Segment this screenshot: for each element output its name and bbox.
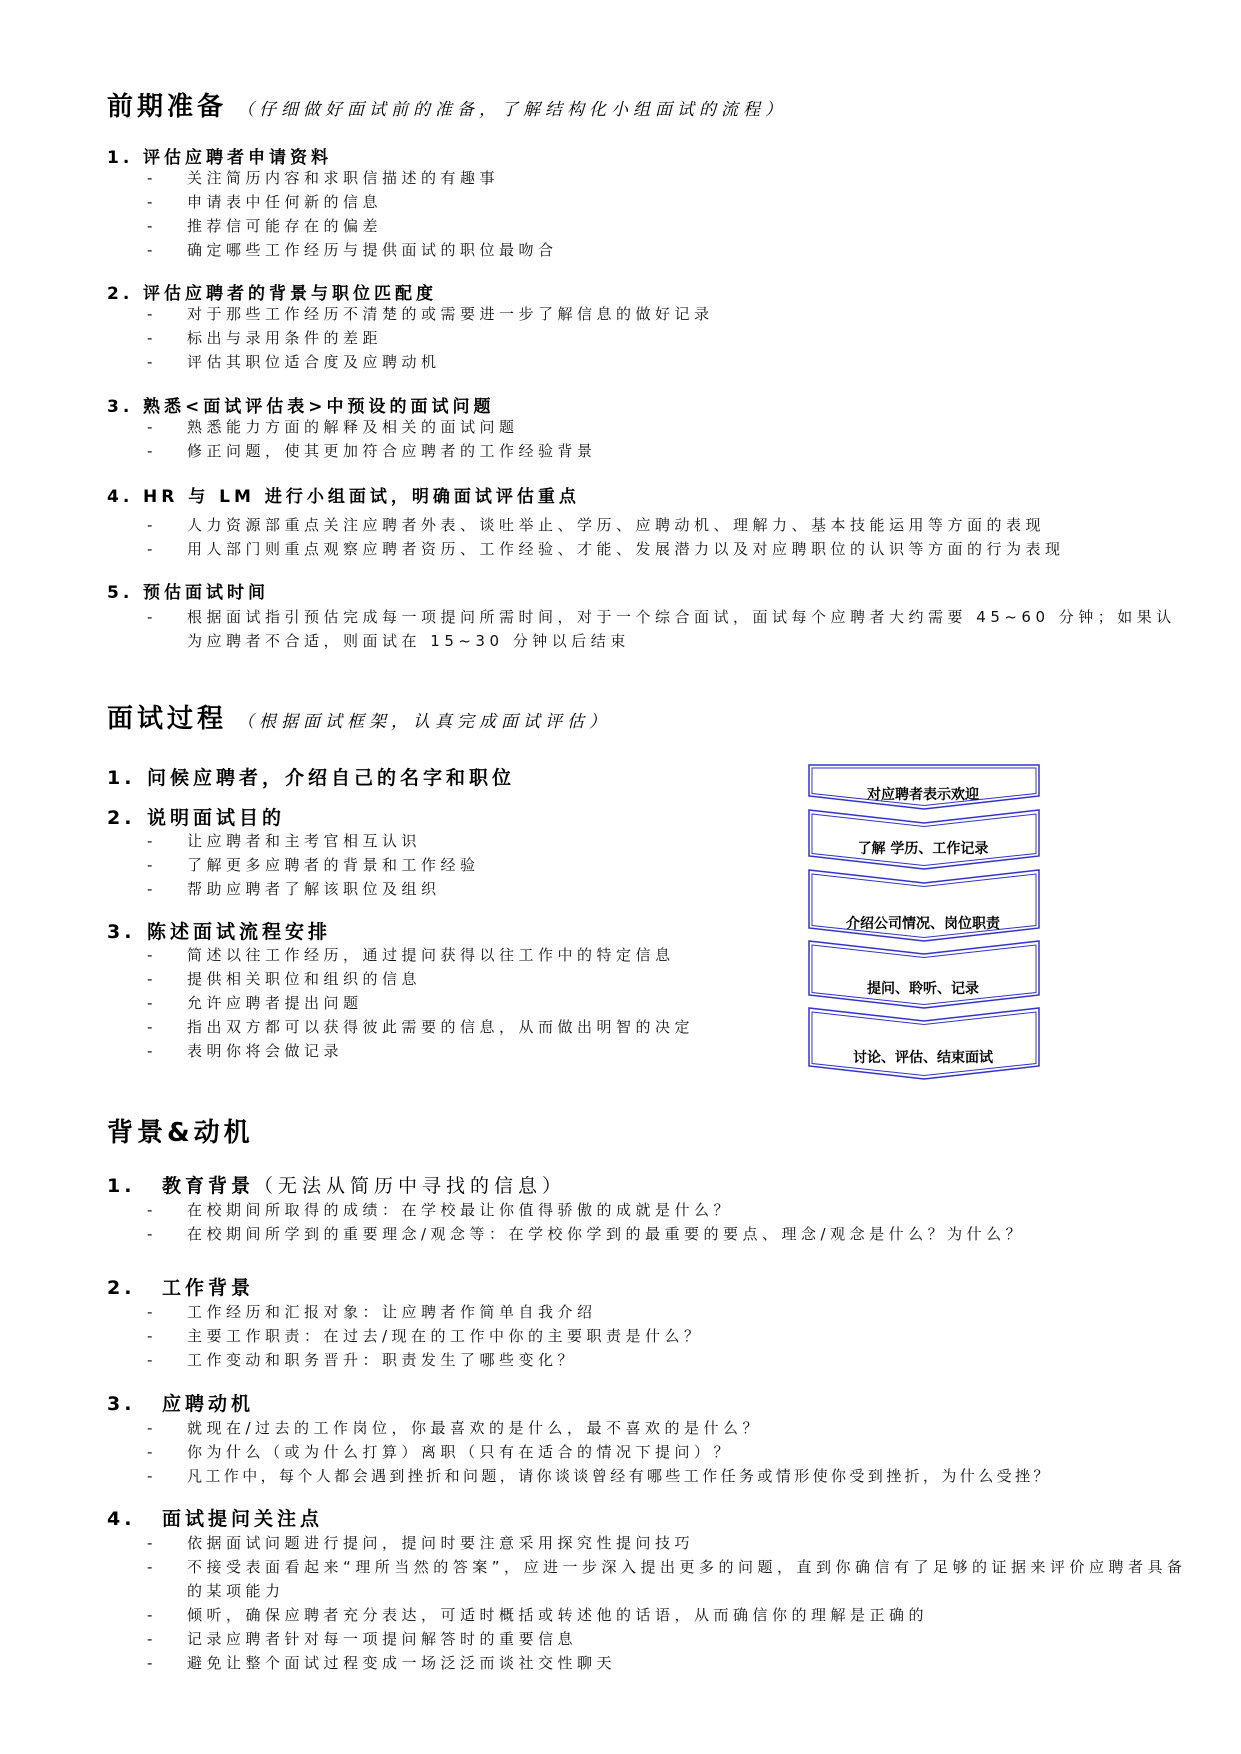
bullet-list <box>147 943 694 1063</box>
list-item: - 依据面试问题进行提问，提问时要注意采用探究性提问技巧 <box>147 1531 1187 1555</box>
list-item: - 允许应聘者提出问题 <box>147 991 694 1015</box>
list-item: - 评估其职位适合度及应聘动机 <box>147 350 714 374</box>
list-item: - 关注简历内容和求职信描述的有趣事 <box>147 166 558 190</box>
list-item: - 简述以往工作经历，通过提问获得以往工作中的特定信息 <box>147 943 694 967</box>
item-heading: 1. 问候应聘者，介绍自己的名字和职位 <box>107 767 516 789</box>
section-heading-background <box>107 1112 254 1149</box>
list-item: - 帮助应聘者了解该职位及组织 <box>147 877 480 901</box>
list-item: - 倾听，确保应聘者充分表达，可适时概括或转述他的话语，从而确信你的理解是正确的 <box>147 1603 1187 1627</box>
bullet-list <box>147 513 1065 561</box>
item-heading: 3. 熟悉<面试评估表>中预设的面试问题 <box>107 397 495 417</box>
item-heading: 2. 评估应聘者的背景与职位匹配度 <box>107 284 437 304</box>
list-item: - 对于那些工作经历不清楚的或需要进一步了解信息的做好记录 <box>147 302 714 326</box>
section-title: 背景&动机 <box>107 1118 254 1148</box>
flow-step-label: 讨论、评估、结束面试 <box>853 1050 993 1066</box>
flow-step <box>808 809 1038 870</box>
list-item: - 熟悉能力方面的解释及相关的面试问题 <box>147 415 597 439</box>
list-item: - 根据面试指引预估完成每一项提问所需时间，对于一个综合面试，面试每个应聘者大约需要 45~60 分钟；如果认为应聘者不合适，则面试在 15~30 分钟以后结束 <box>147 605 1187 653</box>
list-item: - 在校期间所取得的成绩：在学校最让你值得骄傲的成就是什么？ <box>147 1198 1025 1222</box>
item-heading: 3. 陈述面试流程安排 <box>107 921 332 943</box>
section-subtitle: （根据面试框架，认真完成面试评估） <box>237 712 612 732</box>
list-item: - 确定哪些工作经历与提供面试的职位最吻合 <box>147 238 558 262</box>
list-item: - 表明你将会做记录 <box>147 1039 694 1063</box>
list-item: - 人力资源部重点关注应聘者外表、谈吐举止、学历、应聘动机、理解力、基本技能运用等方面的表现 <box>147 513 1065 537</box>
bullet-list <box>147 1531 1187 1675</box>
flow-step <box>808 764 1038 810</box>
list-item: - 工作变动和职务晋升：职责发生了哪些变化？ <box>147 1348 704 1372</box>
item-heading: 1. 评估应聘者申请资料 <box>107 148 332 168</box>
item-heading: 4. 面试提问关注点 <box>107 1508 324 1530</box>
list-item: - 标出与录用条件的差距 <box>147 326 714 350</box>
list-item: - 记录应聘者针对每一项提问解答时的重要信息 <box>147 1627 1187 1651</box>
flow-step <box>808 940 1038 1009</box>
flow-step-label: 介绍公司情况、岗位职责 <box>846 916 1000 932</box>
list-item: - 修正问题，使其更加符合应聘者的工作经验背景 <box>147 439 597 463</box>
list-item: - 主要工作职责：在过去/现在的工作中你的主要职责是什么？ <box>147 1324 704 1348</box>
list-item: - 就现在/过去的工作岗位，你最喜欢的是什么，最不喜欢的是什么？ <box>147 1416 1052 1440</box>
list-item: - 让应聘者和主考官相互认识 <box>147 829 480 853</box>
section-subtitle: （仔细做好面试前的准备，了解结构化小组面试的流程） <box>237 100 788 120</box>
bullet-list <box>147 829 480 901</box>
section-heading-process <box>107 698 611 735</box>
bullet-list <box>147 302 714 374</box>
bullet-list <box>147 1198 1025 1246</box>
section-title: 前期准备 <box>107 92 228 122</box>
list-item: - 凡工作中，每个人都会遇到挫折和问题，请你谈谈曾经有哪些工作任务或情形使你受到挫折，为什么受挫？ <box>147 1464 1052 1488</box>
list-item: - 指出双方都可以获得彼此需要的信息，从而做出明智的决定 <box>147 1015 694 1039</box>
bullet-list <box>147 1416 1052 1488</box>
list-item: - 提供相关职位和组织的信息 <box>147 967 694 991</box>
flow-step-label: 了解 学历、工作记录 <box>857 841 989 857</box>
list-item: - 用人部门则重点观察应聘者资历、工作经验、才能、发展潜力以及对应聘职位的认识等方面的行为表现 <box>147 537 1065 561</box>
item-heading: 3. 应聘动机 <box>107 1393 255 1415</box>
list-item: - 推荐信可能存在的偏差 <box>147 214 558 238</box>
list-item: - 避免让整个面试过程变成一场泛泛而谈社交性聊天 <box>147 1651 1187 1675</box>
list-item: - 申请表中任何新的信息 <box>147 190 558 214</box>
item-heading: 5. 预估面试时间 <box>107 583 269 603</box>
list-item: - 了解更多应聘者的背景和工作经验 <box>147 853 480 877</box>
list-item: - 在校期间所学到的重要理念/观念等：在学校你学到的最重要的要点、理念/观念是什么？为什么？ <box>147 1222 1025 1246</box>
bullet-list <box>147 166 558 262</box>
flow-step <box>808 1007 1038 1080</box>
flow-step-label: 对应聘者表示欢迎 <box>867 787 979 803</box>
item-heading: 2. 说明面试目的 <box>107 807 286 829</box>
item-heading: 4. HR 与 LM 进行小组面试，明确面试评估重点 <box>107 487 580 507</box>
list-item: - 你为什么（或为什么打算）离职（只有在适合的情况下提问）？ <box>147 1440 1052 1464</box>
item-heading: 1. 教育背景（无法从简历中寻找的信息） <box>107 1175 567 1197</box>
bullet-list <box>147 1300 704 1372</box>
list-item: - 工作经历和汇报对象：让应聘者作简单自我介绍 <box>147 1300 704 1324</box>
item-heading: 2. 工作背景 <box>107 1277 255 1299</box>
section-title: 面试过程 <box>107 704 228 734</box>
bullet-list <box>147 415 597 463</box>
section-heading-prep <box>107 86 787 123</box>
flow-step <box>808 869 1038 942</box>
flow-step-label: 提问、聆听、记录 <box>867 981 979 997</box>
bullet-list <box>147 605 1187 653</box>
list-item: - 不接受表面看起来“理所当然的答案”，应进一步深入提出更多的问题，直到你确信有了足够的证据来评价应聘者具备的某项能力 <box>147 1555 1187 1603</box>
